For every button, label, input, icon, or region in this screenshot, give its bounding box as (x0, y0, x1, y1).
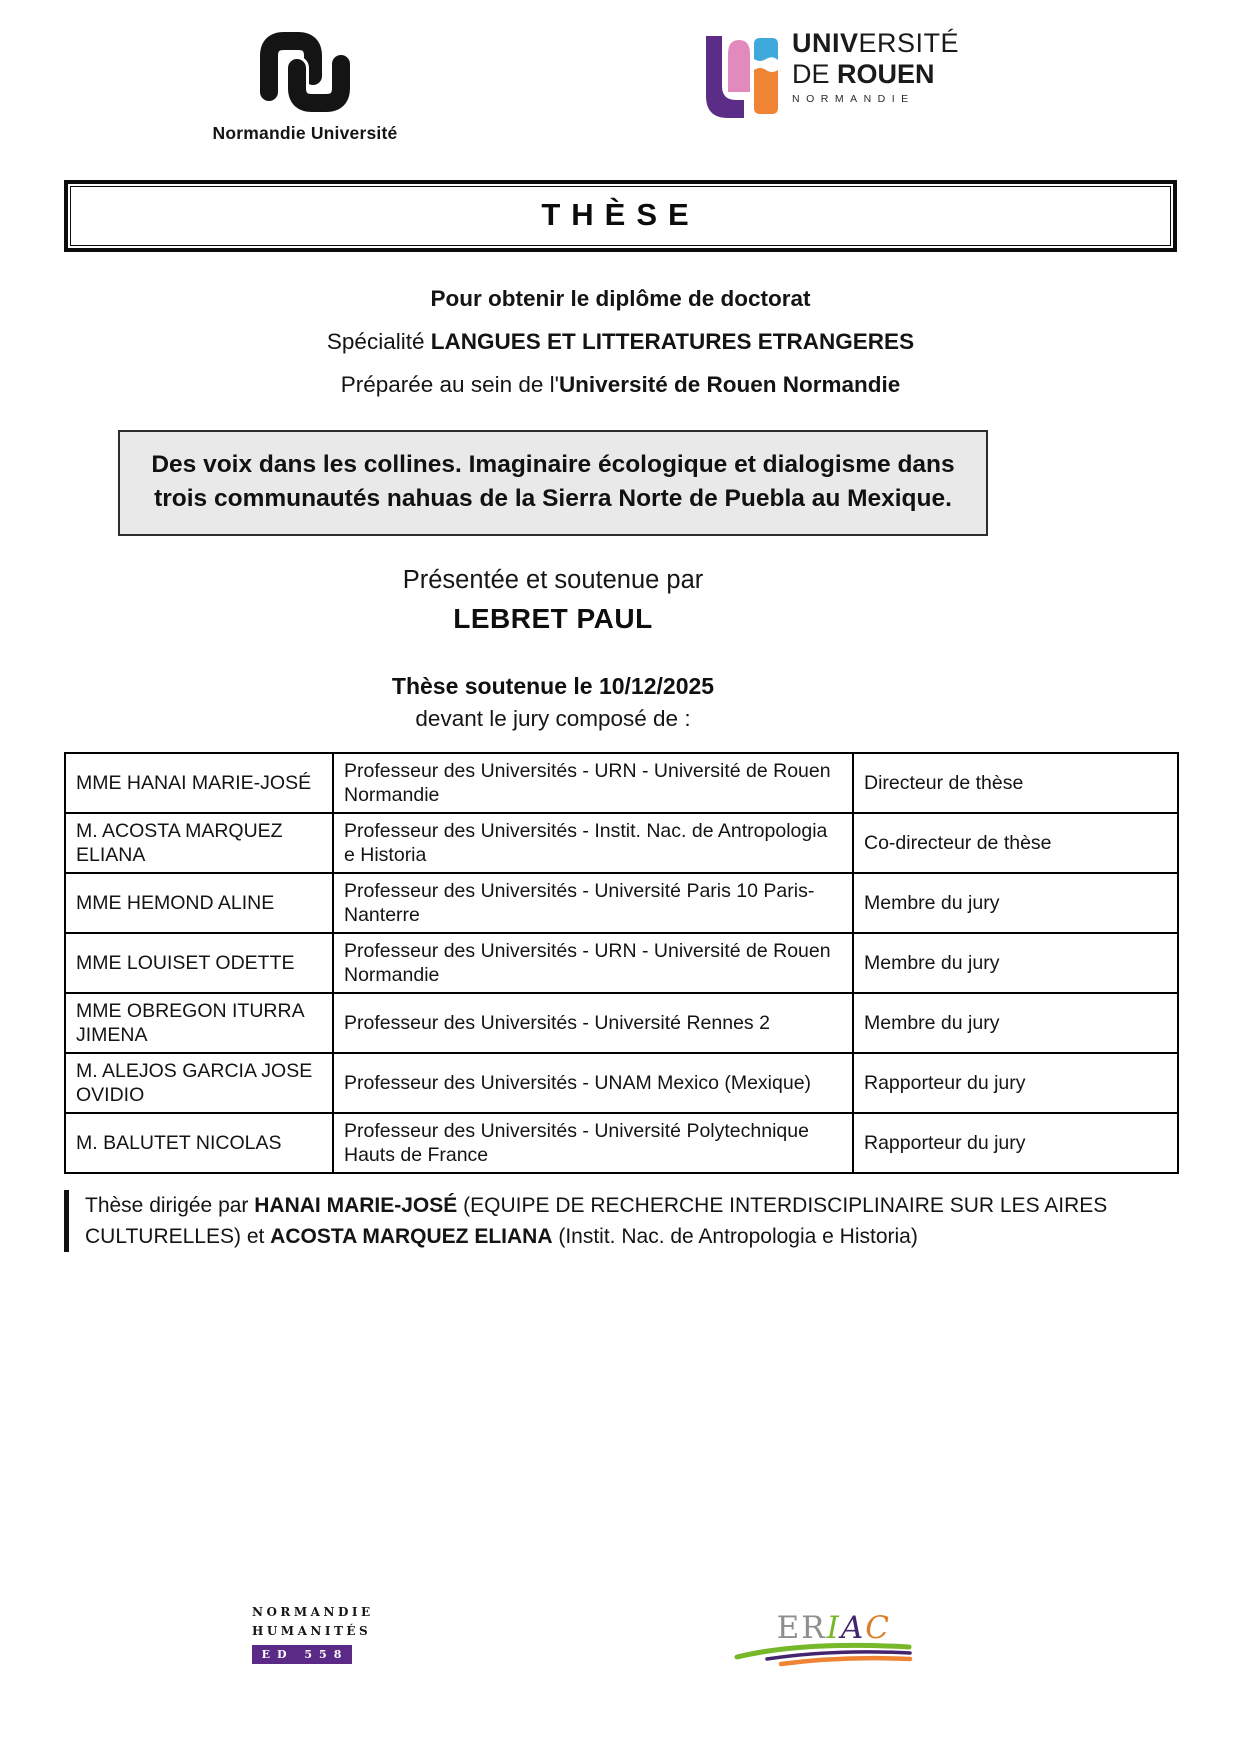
ed558-line1: NORMANDIE (252, 1605, 374, 1619)
universite-rouen-logo (698, 30, 959, 126)
jury-member-role: Membre du jury (853, 993, 1178, 1053)
jury-member-title: Professeur des Universités - Université Paris 10 Paris-Nanterre (333, 873, 853, 933)
rouen-wordmark-line1 (792, 30, 959, 57)
jury-member-title: Professeur des Universités - URN - Université de Rouen Normandie (333, 753, 853, 813)
prepared-prefix: Préparée au sein de l' (340, 372, 559, 397)
jury-member-title: Professeur des Universités - Instit. Nac. de Antropologia e Historia (333, 813, 853, 873)
diploma-line: Pour obtenir le diplôme de doctorat (430, 286, 811, 311)
presentation-block (118, 566, 988, 732)
normandie-universite-label: Normandie Université (212, 123, 398, 143)
jury-member-title: Professeur des Universités - URN - Université de Rouen Normandie (333, 933, 853, 993)
intro-block (0, 286, 1241, 398)
eriac-letter-r: R (801, 1610, 827, 1646)
jury-member-role: Membre du jury (853, 933, 1178, 993)
table-row (65, 1053, 1178, 1113)
universite-rouen-wordmark (792, 30, 959, 105)
eriac-logo (733, 1610, 913, 1667)
direction-segment2: (Instit. Nac. de Antropologia e Historia) (552, 1225, 918, 1248)
normandie-universite-logo (198, 30, 412, 144)
eriac-letter-i: I (826, 1610, 841, 1646)
jury-member-role: Directeur de thèse (853, 753, 1178, 813)
eriac-letter-c: C (865, 1610, 891, 1646)
ed558-badge: ED 558 (252, 1645, 352, 1664)
jury-member-role: Rapporteur du jury (853, 1053, 1178, 1113)
jury-member-name: MME OBREGON ITURRA JIMENA (65, 993, 333, 1053)
prepared-institution: Université de Rouen Normandie (558, 372, 901, 397)
presented-by-line: Présentée et soutenue par (402, 566, 704, 594)
jury-member-name: MME HEMOND ALINE (65, 873, 333, 933)
jury-member-name: MME LOUISET ODETTE (65, 933, 333, 993)
jury-member-title: Professeur des Universités - Université Polytechnique Hauts de France (333, 1113, 853, 1173)
jury-member-name: M. BALUTET NICOLAS (65, 1113, 333, 1173)
these-title: THÈSE (541, 197, 700, 232)
jury-member-role: Rapporteur du jury (853, 1113, 1178, 1173)
direction-director1: HANAI MARIE-JOSÉ (254, 1194, 458, 1217)
rouen-de-light: DE (792, 59, 838, 89)
table-row (65, 873, 1178, 933)
ed558-logo (252, 1603, 374, 1664)
these-banner (64, 180, 1177, 252)
normandie-universite-chain-icon (255, 30, 355, 114)
main-content (0, 430, 1241, 1252)
jury-intro-line: devant le jury composé de : (415, 706, 691, 731)
thesis-title-box: Des voix dans les collines. Imaginaire écologique et dialogisme dans trois communautés nahuas de la Sierra Norte de Puebla au Mexique. (118, 430, 988, 536)
jury-member-name: MME HANAI MARIE-JOSÉ (65, 753, 333, 813)
jury-member-name: M. ACOSTA MARQUEZ ELIANA (65, 813, 333, 873)
prepared-line (0, 372, 1241, 398)
jury-member-role: Co-directeur de thèse (853, 813, 1178, 873)
universite-rouen-mark-icon (698, 30, 786, 126)
rouen-wordmark-line3: NORMANDIE (792, 93, 915, 105)
specialty-value: LANGUES ET LITTERATURES ETRANGERES (430, 329, 915, 354)
table-row (65, 933, 1178, 993)
jury-member-title: Professeur des Universités - Université Rennes 2 (333, 993, 853, 1053)
eriac-letter-a: A (840, 1610, 866, 1646)
author-name: LEBRET PAUL (453, 603, 653, 634)
table-row (65, 993, 1178, 1053)
defense-date-line: Thèse soutenue le 10/12/2025 (391, 673, 715, 699)
jury-member-name: M. ALEJOS GARCIA JOSE OVIDIO (65, 1053, 333, 1113)
direction-segment1: (EQUIPE DE RECHERCHE INTERDISCIPLINAIRE SUR LES AIRES CULTURELLES) et (85, 1194, 1108, 1248)
thesis-direction-note (64, 1190, 1177, 1252)
rouen-univ-bold: UNIV (792, 28, 859, 58)
rouen-rouen-bold: ROUEN (837, 59, 935, 89)
jury-member-role: Membre du jury (853, 873, 1178, 933)
rouen-univ-light: ERSITÉ (858, 28, 960, 58)
specialty-line (0, 329, 1241, 355)
jury-table (64, 752, 1179, 1174)
rouen-wordmark-line2 (792, 61, 959, 88)
ed558-line2: HUMANITÉS (252, 1624, 372, 1638)
table-row (65, 753, 1178, 813)
table-row (65, 1113, 1178, 1173)
jury-member-title: Professeur des Universités - UNAM Mexico (Mexique) (333, 1053, 853, 1113)
eriac-letter-e: E (776, 1610, 802, 1646)
specialty-prefix: Spécialité (326, 329, 431, 354)
direction-prefix: Thèse dirigée par (85, 1194, 255, 1217)
table-row (65, 813, 1178, 873)
direction-director2: ACOSTA MARQUEZ ELIANA (270, 1225, 553, 1248)
these-banner-inner (70, 186, 1171, 246)
